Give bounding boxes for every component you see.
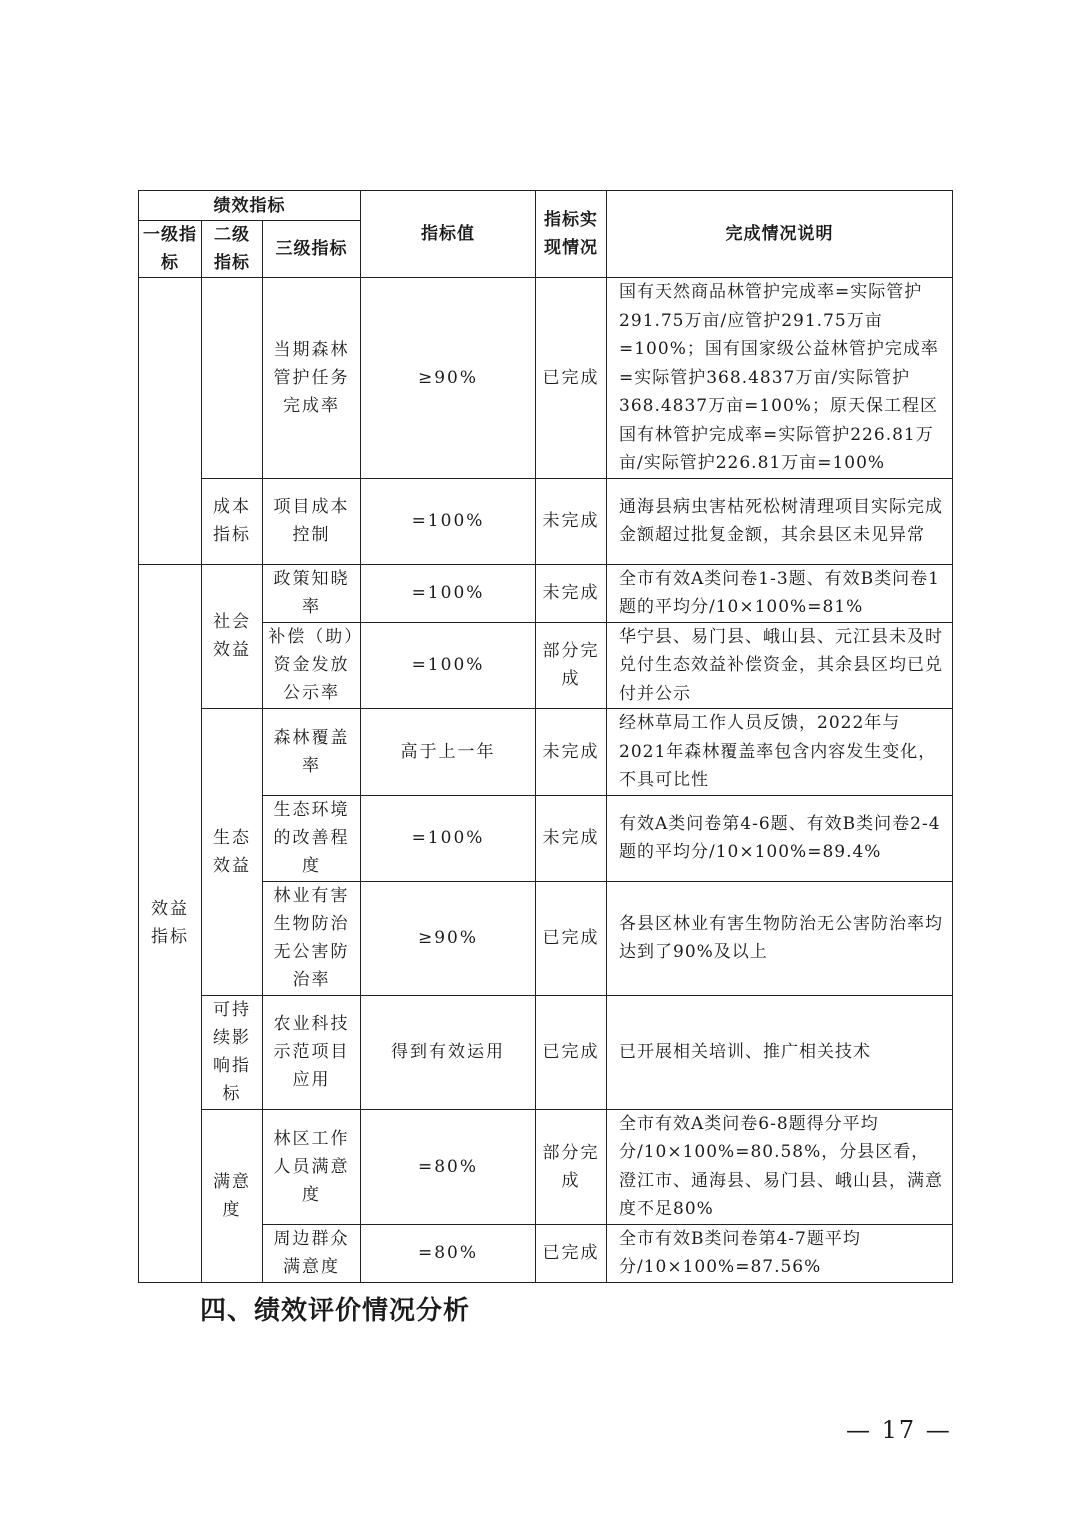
value-cell: ≥90% (361, 278, 536, 479)
value-cell: 得到有效运用 (361, 995, 536, 1109)
description-cell: 全市有效B类问卷第4-7题平均分/10×100%=87.56% (607, 1224, 953, 1282)
header-row (139, 191, 953, 221)
value-cell: =80% (361, 1109, 536, 1224)
level2-cell: 生态效益 (202, 709, 263, 996)
level3-cell: 政策知晓率 (263, 564, 361, 622)
value-cell: =100% (361, 478, 536, 564)
level2-cell (202, 278, 263, 479)
level2-cell: 成本指标 (202, 478, 263, 564)
description-cell: 全市有效A类问卷1-3题、有效B类问卷1题的平均分/10×100%=81% (607, 564, 953, 622)
description-cell: 各县区林业有害生物防治无公害防治率均达到了90%及以上 (607, 881, 953, 995)
level3-cell: 林业有害生物防治无公害防治率 (263, 881, 361, 995)
level3-cell: 当期森林管护任务完成率 (263, 278, 361, 479)
table-row (139, 995, 953, 1109)
value-cell: =80% (361, 1224, 536, 1282)
description-cell: 有效A类问卷第4-6题、有效B类问卷2-4题的平均分/10×100%=89.4% (607, 795, 953, 881)
level3-cell: 项目成本控制 (263, 478, 361, 564)
status-cell: 未完成 (536, 478, 607, 564)
status-cell: 已完成 (536, 995, 607, 1109)
status-cell: 已完成 (536, 881, 607, 995)
value-cell: =100% (361, 795, 536, 881)
level2-cell: 可持续影响指标 (202, 995, 263, 1109)
table-row (139, 564, 953, 622)
level1-cell-empty (139, 278, 202, 565)
status-cell: 部分完成 (536, 622, 607, 709)
description-cell: 经林草局工作人员反馈，2022年与2021年森林覆盖率包含内容发生变化，不具可比性 (607, 709, 953, 796)
table-row (139, 709, 953, 796)
level2-cell: 社会效益 (202, 564, 263, 709)
header-perf-indicators: 绩效指标 (139, 191, 361, 221)
description-cell: 华宁县、易门县、峨山县、元江县未及时兑付生态效益补偿资金，其余县区均已兑付并公示 (607, 622, 953, 709)
description-cell: 通海县病虫害枯死松树清理项目实际完成金额超过批复金额，其余县区未见异常 (607, 478, 953, 564)
description-cell: 全市有效A类问卷6-8题得分平均分/10×100%=80.58%，分县区看，澄江市、通海县、易门县、峨山县，满意度不足80% (607, 1109, 953, 1224)
status-cell: 未完成 (536, 709, 607, 796)
value-cell: =100% (361, 622, 536, 709)
value-cell: ≥90% (361, 881, 536, 995)
header-completion-notes: 完成情况说明 (607, 191, 953, 278)
status-cell: 已完成 (536, 1224, 607, 1282)
header-level2: 二级指标 (202, 221, 263, 278)
level3-cell: 林区工作人员满意度 (263, 1109, 361, 1224)
level3-cell: 生态环境的改善程度 (263, 795, 361, 881)
header-level3: 三级指标 (263, 221, 361, 278)
table-row (139, 478, 953, 564)
value-cell: 高于上一年 (361, 709, 536, 796)
table-row (139, 1109, 953, 1224)
section-heading: 四、绩效评价情况分析 (200, 1296, 471, 1326)
description-cell: 国有天然商品林管护完成率=实际管护291.75万亩/应管护291.75万亩=100%；国有国家级公益林管护完成率=实际管护368.4837万亩/实际管护368.4837万亩=100%；原天保工程区国有林管护完成率=实际管护226.81万亩/实际管护226.81万亩=100% (607, 278, 953, 479)
performance-indicator-table (138, 190, 953, 1283)
status-cell: 已完成 (536, 278, 607, 479)
level3-cell: 周边群众满意度 (263, 1224, 361, 1282)
level3-cell: 农业科技示范项目应用 (263, 995, 361, 1109)
header-achievement: 指标实现情况 (536, 191, 607, 278)
header-target-value: 指标值 (361, 191, 536, 278)
level2-cell: 满意度 (202, 1109, 263, 1282)
level3-cell: 森林覆盖率 (263, 709, 361, 796)
description-cell: 已开展相关培训、推广相关技术 (607, 995, 953, 1109)
header-level1: 一级指标 (139, 221, 202, 278)
table-row (139, 278, 953, 479)
value-cell: =100% (361, 564, 536, 622)
level1-benefit-indicators: 效益指标 (139, 564, 202, 1282)
page-number: — 17 — (846, 1416, 952, 1444)
status-cell: 未完成 (536, 795, 607, 881)
status-cell: 部分完成 (536, 1109, 607, 1224)
level3-cell: 补偿（助）资金发放公示率 (263, 622, 361, 709)
status-cell: 未完成 (536, 564, 607, 622)
